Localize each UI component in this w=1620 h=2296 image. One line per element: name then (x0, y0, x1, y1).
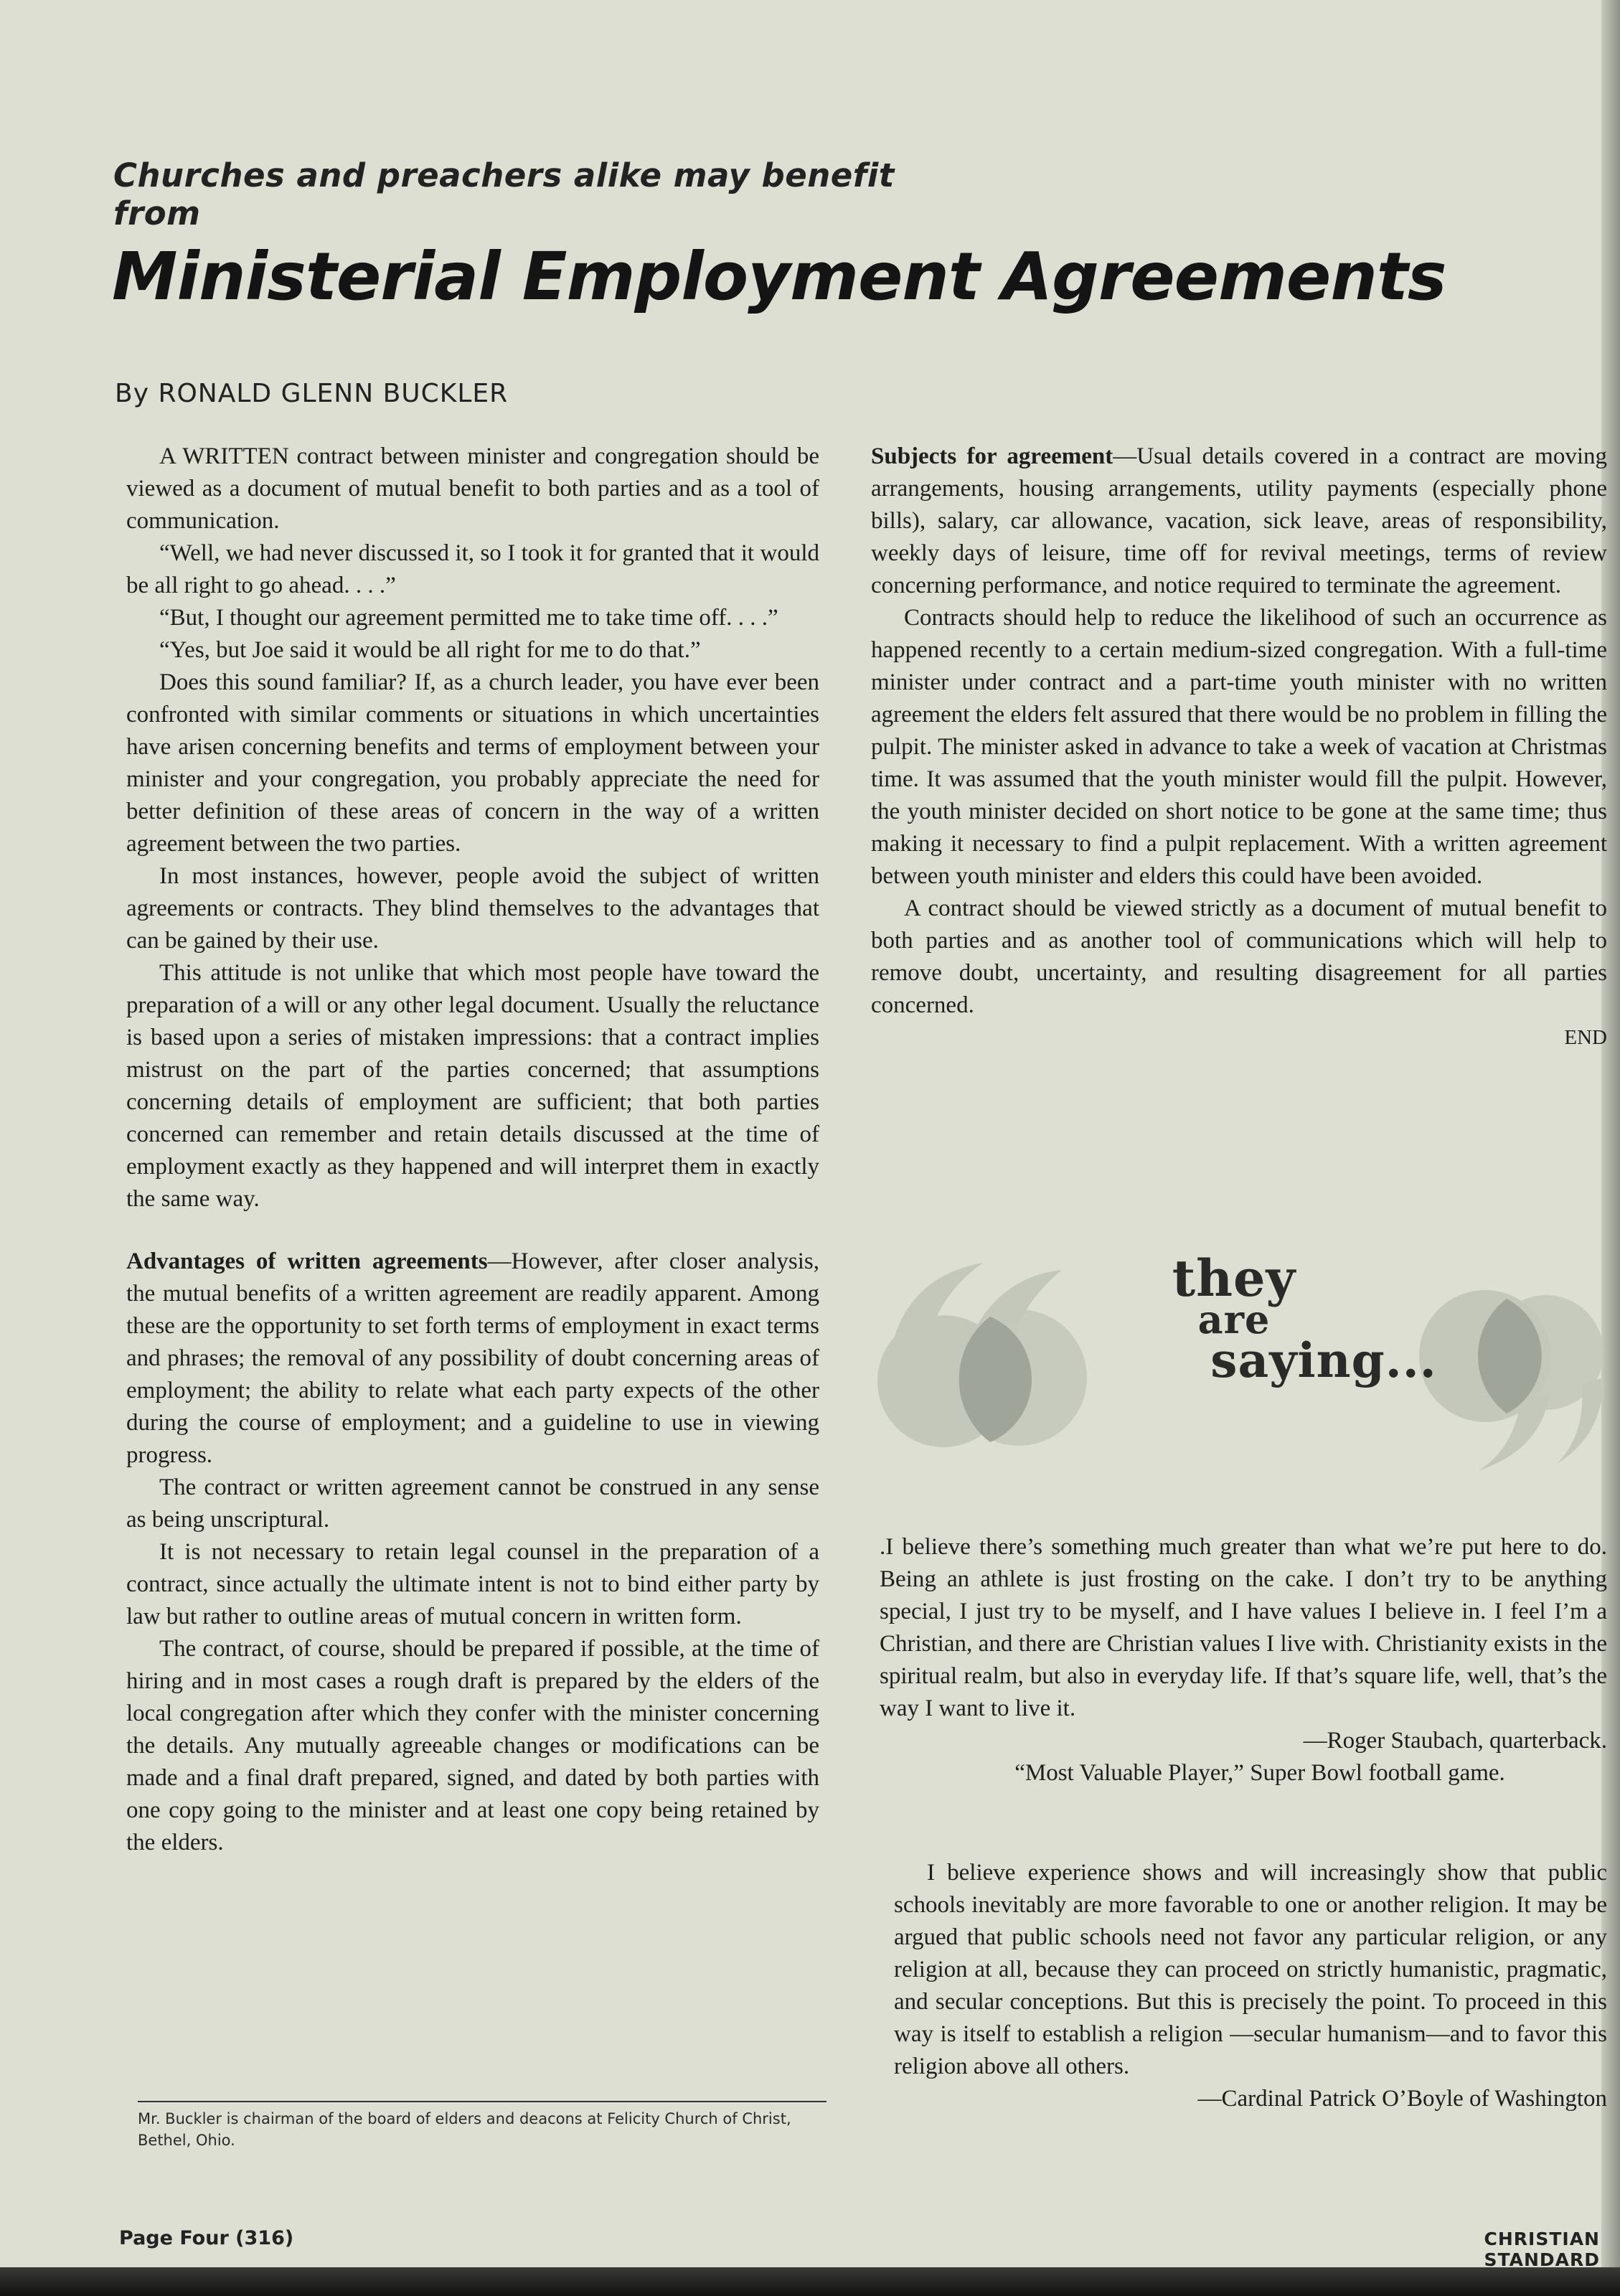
saying-word: saying... (1210, 1332, 1437, 1388)
article-byline: By RONALD GLENN BUCKLER (115, 379, 509, 408)
page-bottom-shadow (0, 2267, 1620, 2296)
end-mark: END (1564, 1026, 1607, 1049)
quote-text: I believe experience shows and will increasingly show that public schools inevitably are more favorable to one or another religion. It may be argued that public schools need not favor any particular religion, or any religion at all, because they can proceed on strictly humanistic, pragmatic, and secular conceptions. But this is precisely the point. To proceed in this way is itself to establish a religion —secular humanism—and to favor this religion above all others. (894, 1860, 1607, 2079)
paragraph: It is not necessary to retain legal counsel in the preparation of a contract, since actually the ultimate intent is not to bind either party by law but rather to outline areas of mutual concern in written form. (126, 1539, 819, 1629)
quote-attribution: “Most Valuable Player,” Super Bowl football game. (1014, 1760, 1505, 1786)
paragraph: In most instances, however, people avoid the subject of written agreements or contracts. They blind themselves to the advantages that can be gained by their use. (126, 863, 819, 954)
paragraph: Does this sound familiar? If, as a church leader, you have ever been confronted with similar comments or situations in which uncertainties have arisen concerning benefits and terms of employment between your minister and your congregation, you probably appreciate the need for better definition of these areas of concern in the way of a written agreement between the two parties. (126, 669, 819, 857)
author-footnote: Mr. Buckler is chairman of the board of elders and deacons at Felicity Church of Christ, Bethel, Ohio. (138, 2101, 827, 2151)
paragraph: “Yes, but Joe said it would be all right for me to do that.” (159, 637, 701, 663)
paragraph: A contract should be viewed strictly as a document of mutual benefit to both parties and as another tool of communications which will help to remove doubt, uncertainty, and resulting disagreement for all parties concerned. (871, 895, 1607, 1018)
section-text: —However, after closer analysis, the mutual benefits of a written agreement are readily apparent. Among these are the opportunity to set forth terms of employment in exact terms and phrases; the removal of any possibility of doubt concerning areas of employment; the ability to relate what each party expects of the other during the course of employment; and a guideline to use in viewing progress. (126, 1248, 819, 1468)
quote-text: .I believe there’s something much greater than what we’re put here to do. Being an athlete is just frosting on the cake. I don’t try to be anything special, I just try to be myself, and I have values I believe in. I feel I’m a Christian, and there are Christian values I live with. Christianity exists in the spiritual realm, but also in everyday life. If that’s square life, well, that’s the way I want to live it. (880, 1534, 1607, 1721)
paragraph: “But, I thought our agreement permitted me to take time off. . . .” (159, 605, 778, 631)
page-number: Page Four (316) (119, 2227, 294, 2249)
subjects-paragraph (871, 441, 1607, 602)
advantages-paragraph (126, 1246, 819, 1472)
oboyle-quote (894, 1857, 1607, 2115)
paragraph: “Well, we had never discussed it, so I took it for granted that it would be all right to go ahead. . . .” (126, 540, 819, 598)
are-word: are (1197, 1297, 1271, 1342)
article-title: Ministerial Employment Agreements (112, 238, 1446, 315)
they-are-saying-title (1162, 1248, 1437, 1388)
article-kicker: Churches and preachers alike may benefit from (113, 156, 895, 232)
quote-attribution: —Cardinal Patrick O’Boyle of Washington (1197, 2086, 1607, 2112)
paragraph: The contract, of course, should be prepared if possible, at the time of hiring and in most cases a rough draft is prepared by the elders of the local congregation after which they confer with the minister concerning the details. Any mutually agreeable changes or modifications can be made and a final draft prepared, signed, and dated by both parties with one copy going to the minister and at least one copy being retained by the elders. (126, 1636, 819, 1855)
they-word: they (1172, 1248, 1296, 1308)
section-heading: Advantages of written agreements (126, 1248, 488, 1274)
staubach-quote (880, 1531, 1607, 1789)
paragraph: The contract or written agreement cannot be construed in any sense as being unscriptural. (126, 1474, 819, 1533)
right-column (871, 441, 1607, 1054)
quote-attribution: —Roger Staubach, quarterback. (1303, 1728, 1607, 1754)
left-column (126, 441, 819, 1859)
paragraph: A WRITTEN contract between minister and congregation should be viewed as a document of mutual benefit to both parties and as a tool of communication. (126, 443, 819, 534)
section-heading: Subjects for agreement (871, 443, 1113, 469)
paragraph: Contracts should help to reduce the likelihood of such an occurrence as happened recently to a certain medium-sized congregation. With a full-time minister under contract and a part-time youth minister with no written agreement the elders felt assured that there would be no problem in filling the pulpit. The minister asked in advance to take a week of vacation at Christmas time. It was assumed that the youth minister would fill the pulpit. However, the youth minister decided on short notice to be gone at the same time; thus making it necessary to find a pulpit replacement. With a written agreement between youth minister and elders this could have been avoided. (871, 605, 1607, 889)
paragraph: This attitude is not unlike that which most people have toward the preparation of a will or any other legal document. Usually the reluctance is based upon a series of mistaken impressions: that a contract implies mistrust on the part of the parties concerned; that assumptions concerning details of employment are sufficient; that both parties concerned can remember and retain details discussed at the time of employment exactly as they happened and will interpret them in exactly the same way. (126, 960, 819, 1212)
they-are-saying-graphic (875, 1248, 1607, 1478)
magazine-name: CHRISTIAN STANDARD (1484, 2229, 1600, 2270)
section-text: —Usual details covered in a contract are moving arrangements, housing arrangements, utility payments (especially phone bills), salary, car allowance, vacation, sick leave, areas of responsibility, weekly days of leisure, time off for revival meetings, terms of review concerning performance, and notice required to terminate the agreement. (871, 443, 1607, 598)
